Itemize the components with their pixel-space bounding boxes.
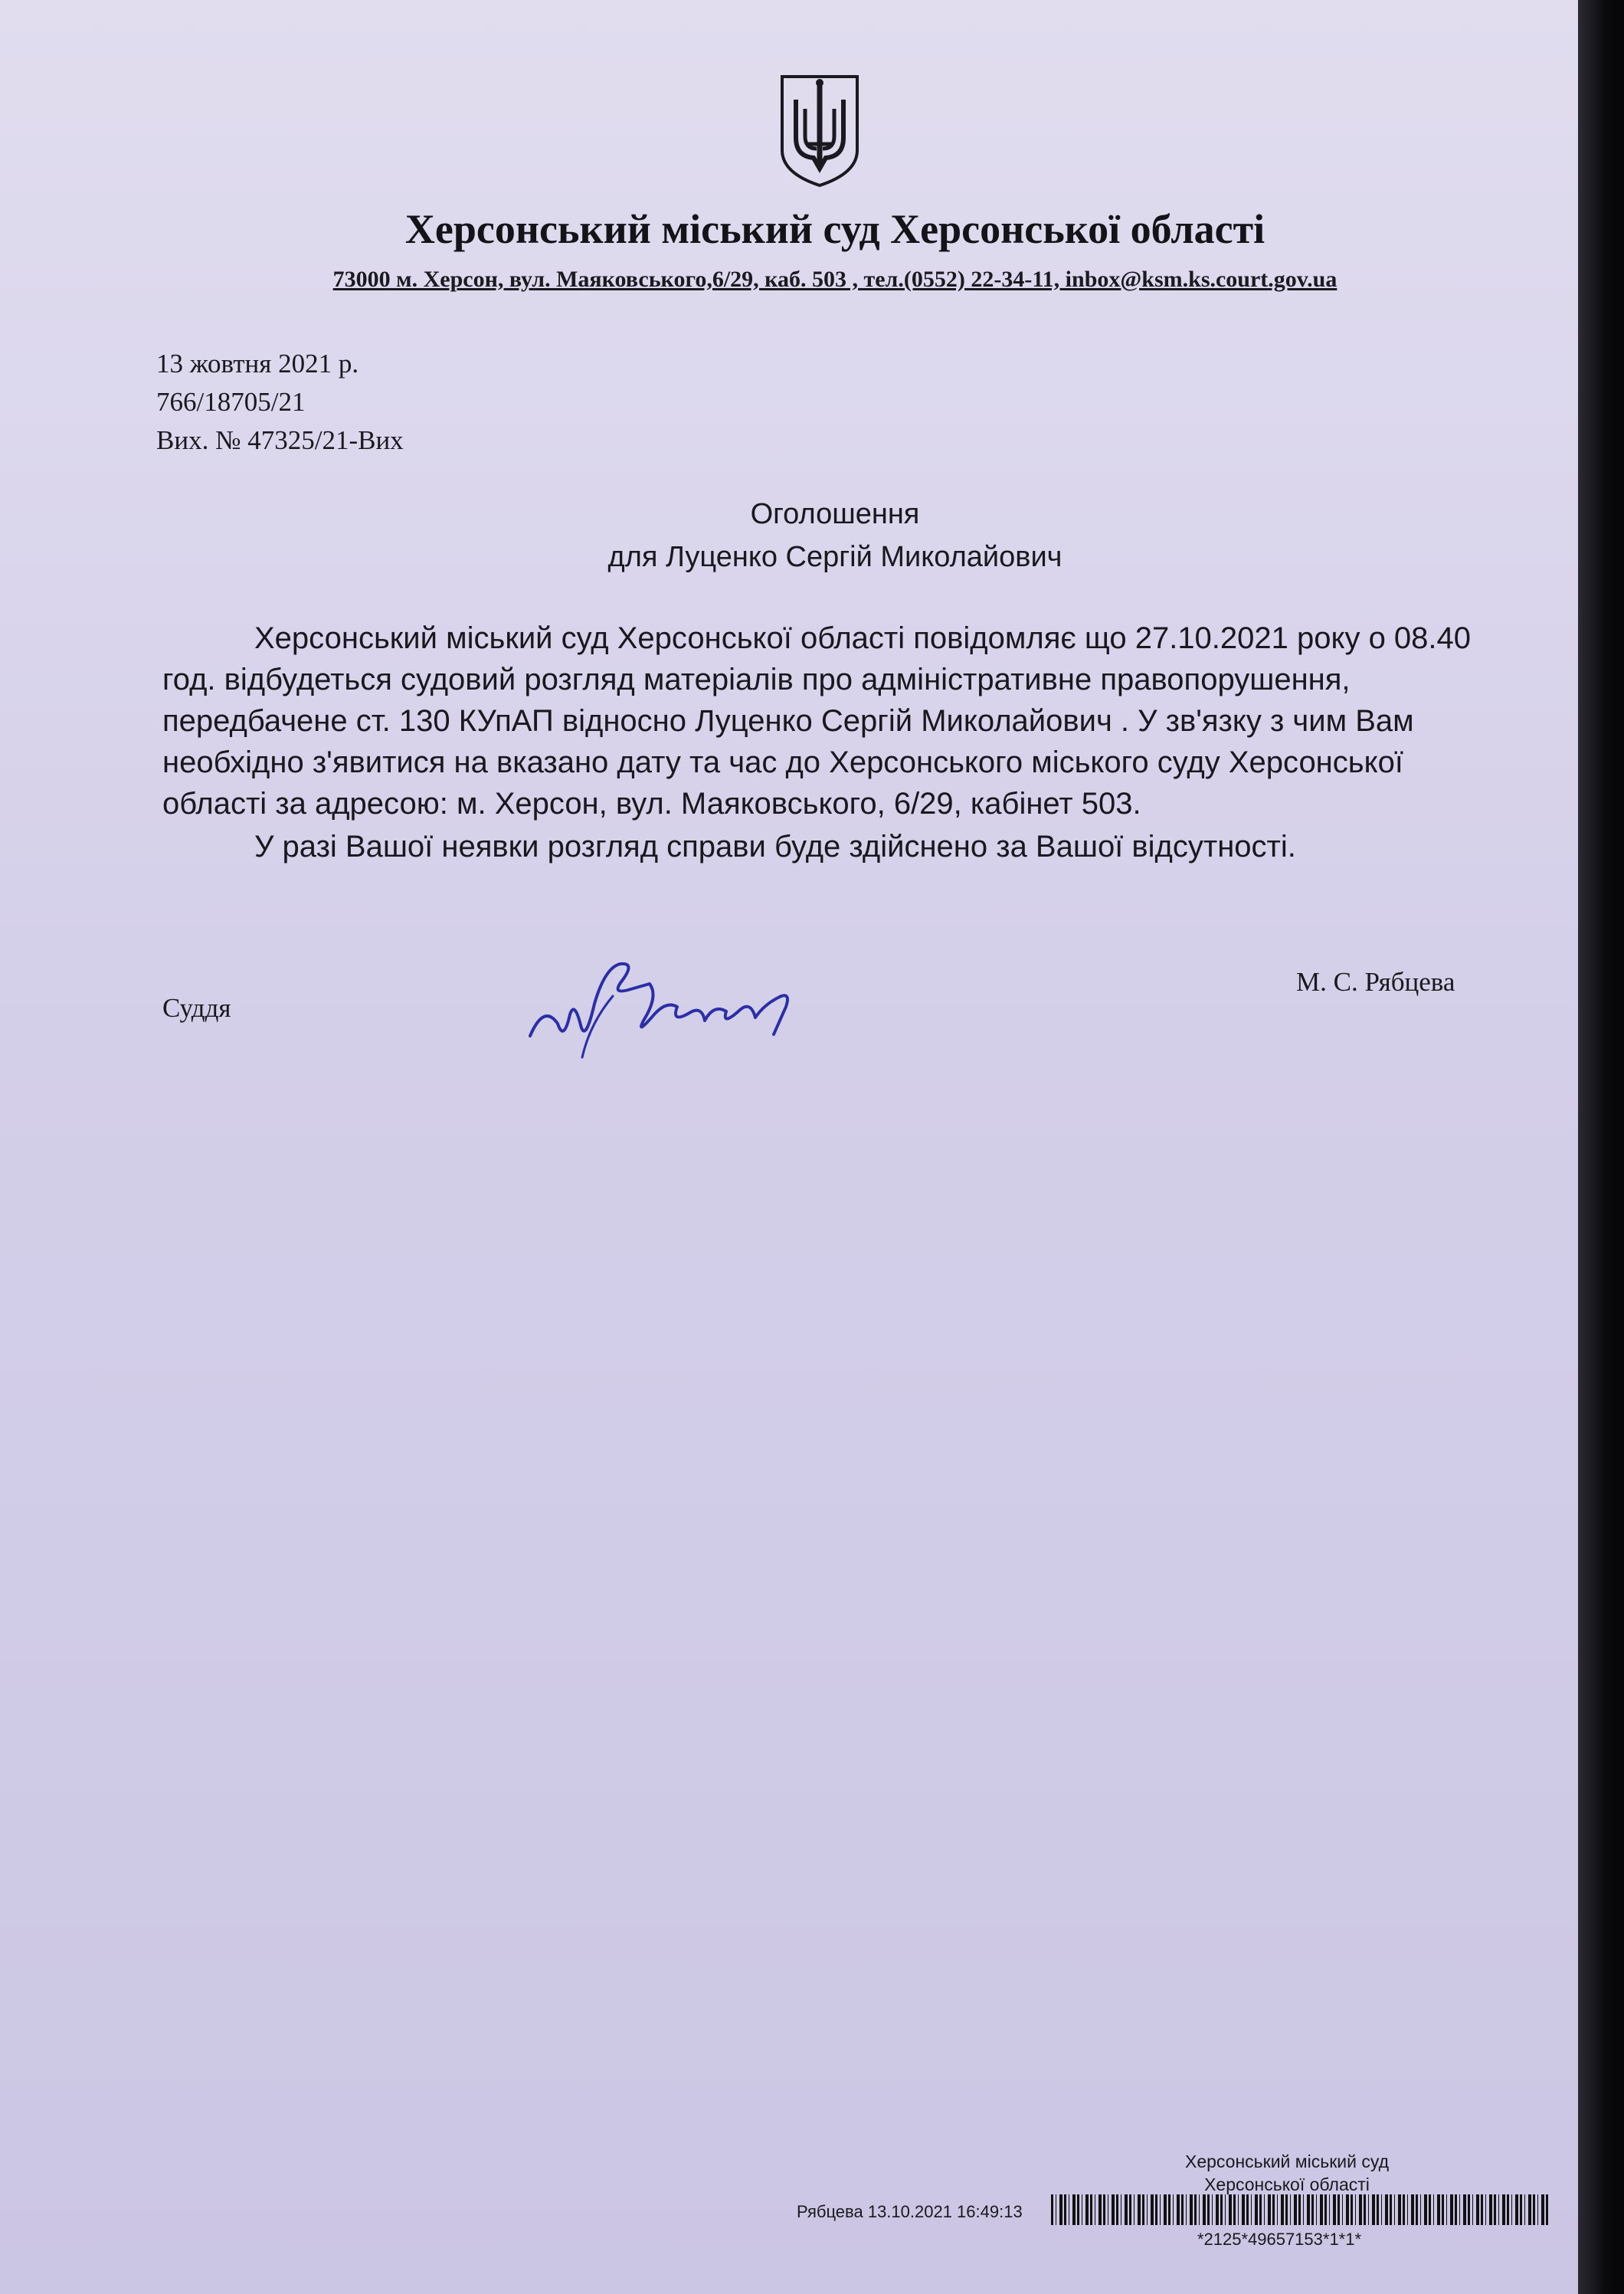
judge-role: Суддя <box>162 993 231 1023</box>
stamp-court-line: Херсонської області <box>1204 2174 1370 2194</box>
document-date: 13 жовтня 2021 р. <box>156 349 359 379</box>
court-name: Херсонський міський суд Херсонської області <box>404 206 1265 252</box>
barcode-text: *2125*49657153*1*1* <box>1197 2230 1362 2249</box>
coat-of-arms-icon <box>779 74 860 188</box>
notice-body <box>162 618 1495 867</box>
stamp-signer-timestamp: Рябцева 13.10.2021 16:49:13 <box>797 2202 1023 2221</box>
judge-name: М. С. Рябцева <box>1296 967 1455 997</box>
electronic-stamp-court <box>1134 2150 1440 2196</box>
outgoing-number: Вих. № 47325/21-Вих <box>156 425 404 455</box>
notice-title: Оголошення <box>750 498 920 530</box>
notice-recipient: для Луценко Сергій Миколайович <box>607 541 1062 573</box>
stamp-court-line: Херсонський міський суд <box>1184 2151 1390 2171</box>
notice-paragraph: Херсонський міський суд Херсонської області повідомляє що 27.10.2021 року о 08.40 год. відбудеться судовий розгляд матеріалів про адміністративне правопорушення, передбачене ст. 130 КУпАП відносно Луценко Сергій Миколайович . У зв'язку з чим Вам необхідно з'явитися на вказано дату та час до Херсонського міського суду Херсонської області за адресою: м. Херсон, вул. Маяковського, 6/29, кабінет 503. <box>162 621 1472 821</box>
table-background-edge <box>1578 0 1624 2294</box>
court-address: 73000 м. Херсон, вул. Маяковського,6/29, каб. 503 , тел.(0552) 22-34-11, inbox@ksm.ks.court.gov.ua <box>332 267 1338 292</box>
case-number: 766/18705/21 <box>156 387 306 417</box>
barcode <box>1051 2194 1549 2225</box>
notice-paragraph: У разі Вашої неявки розгляд справи буде здійснено за Вашої відсутності. <box>254 830 1296 864</box>
document-meta <box>156 345 404 460</box>
handwritten-signature <box>521 950 827 1065</box>
